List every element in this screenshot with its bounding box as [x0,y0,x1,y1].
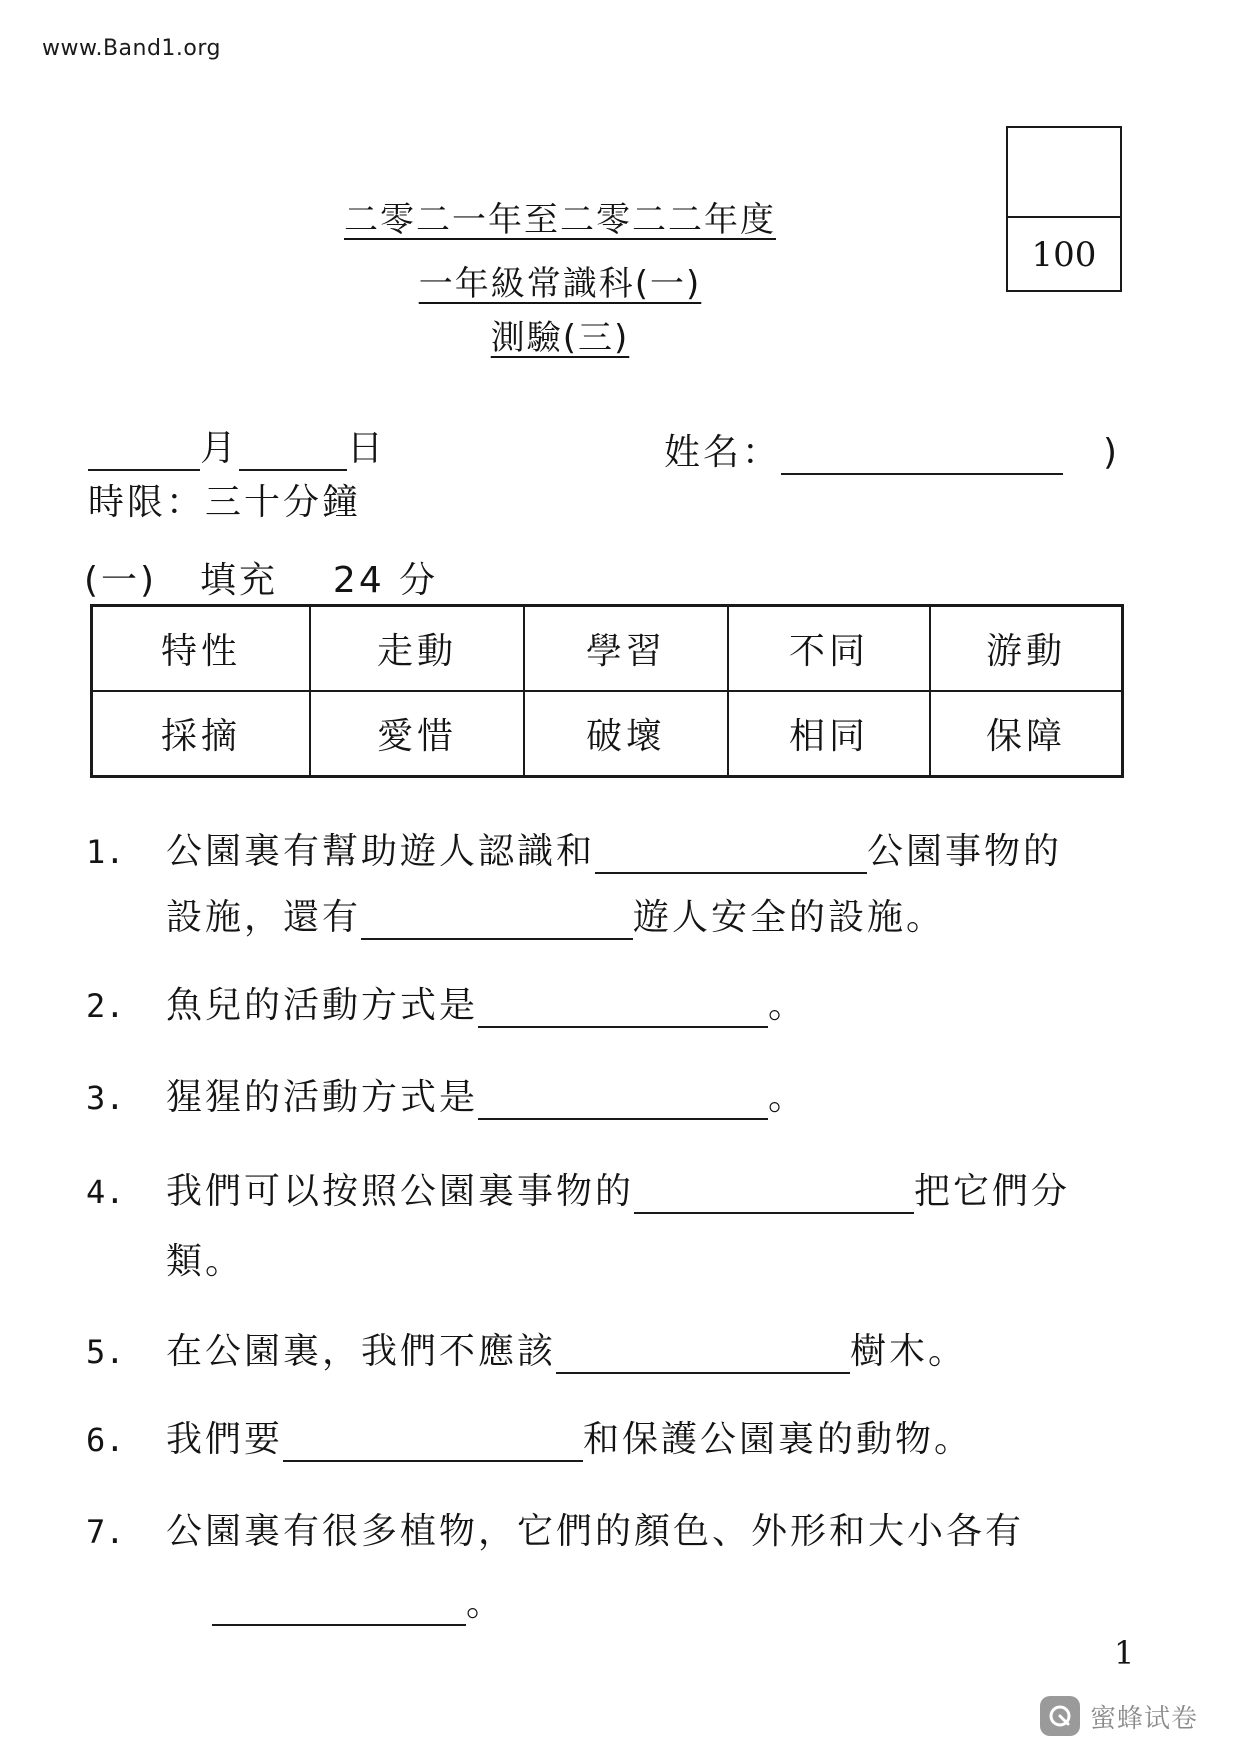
word-cell: 走動 [310,606,524,692]
answer-blank[interactable] [361,904,633,940]
question-3 [86,1076,807,1120]
answer-blank[interactable] [634,1178,914,1214]
question-text: 和保護公園裏的動物。 [583,1419,974,1460]
day-label: 日 [347,428,387,469]
test-title: 測驗(三) [490,318,630,358]
question-text: 。 [768,1077,808,1118]
name-row [664,424,1120,475]
word-cell: 游動 [930,606,1123,692]
word-cell: 特性 [92,606,311,692]
word-bank-row [92,691,1123,777]
question-text: 樹木。 [850,1331,968,1372]
day-blank[interactable] [239,435,347,471]
word-cell: 採摘 [92,691,311,777]
question-7 [86,1510,1024,1554]
question-text: 我們可以按照公園裏事物的 [166,1171,635,1212]
question-text: 猩猩的活動方式是 [166,1077,479,1118]
answer-blank[interactable] [478,1084,768,1120]
question-text: 在公園裏，我們不應該 [166,1331,557,1372]
word-cell: 保障 [930,691,1123,777]
question-text: 。 [466,1583,506,1624]
question-text: 公園裏有幫助遊人認識和 [166,831,596,872]
question-2 [86,984,807,1028]
question-5 [86,1330,967,1374]
page-number: 1 [1114,1634,1135,1672]
name-close-paren: ) [1103,432,1121,473]
question-number: 4. [86,1173,125,1211]
word-cell: 破壞 [524,691,728,777]
question-7-line-2 [212,1582,505,1626]
date-row [88,420,386,471]
question-number: 5. [86,1333,125,1371]
question-number: 2. [86,987,125,1025]
question-text: 遊人安全的設施。 [633,897,946,938]
section-marks: 24 分 [332,560,439,601]
watermark [1040,1696,1198,1736]
score-box [1006,126,1122,292]
answer-blank[interactable] [478,992,768,1028]
bee-logo-icon [1040,1696,1080,1736]
section-label: (一) [84,560,158,601]
month-blank[interactable] [88,435,200,471]
question-number: 1. [86,833,125,871]
name-blank[interactable] [781,439,1063,475]
answer-blank[interactable] [283,1426,583,1462]
question-text: 公園裏有很多植物，它們的顏色、外形和大小各有 [166,1511,1025,1552]
section-title: 填充 [200,560,279,601]
section-header [84,552,438,603]
question-1-line-2 [86,896,945,940]
question-text: 。 [768,985,808,1026]
word-cell: 相同 [728,691,930,777]
question-1 [86,830,1062,874]
question-text: 魚兒的活動方式是 [166,985,479,1026]
word-bank-table [90,604,1124,778]
question-number: 7. [86,1513,125,1551]
question-number: 6. [86,1421,125,1459]
score-entry-cell[interactable] [1008,128,1120,218]
word-cell: 學習 [524,606,728,692]
question-text: 我們要 [166,1419,284,1460]
answer-blank[interactable] [212,1590,466,1626]
question-4 [86,1170,1070,1214]
word-cell: 愛惜 [310,691,524,777]
answer-blank[interactable] [595,838,867,874]
name-label: 姓名： [664,432,782,473]
question-number: 3. [86,1079,125,1117]
watermark-text: 蜜蜂试卷 [1090,1703,1199,1734]
question-6 [86,1418,973,1462]
school-year-title: 二零二一年至二零二二年度 [344,200,776,240]
question-text: 類。 [166,1241,245,1282]
full-marks: 100 [1031,235,1097,275]
question-text: 把它們分 [914,1171,1071,1212]
question-text: 設施，還有 [166,897,362,938]
question-text: 公園事物的 [867,831,1063,872]
word-bank-row [92,606,1123,692]
word-cell: 不同 [728,606,930,692]
month-label: 月 [200,428,240,469]
answer-blank[interactable] [556,1338,850,1374]
question-4-line-2 [86,1240,244,1284]
time-limit: 時限：三十分鐘 [88,482,362,523]
subject-title: 一年級常識科(一) [418,264,702,304]
site-url: www.Band1.org [42,36,222,61]
